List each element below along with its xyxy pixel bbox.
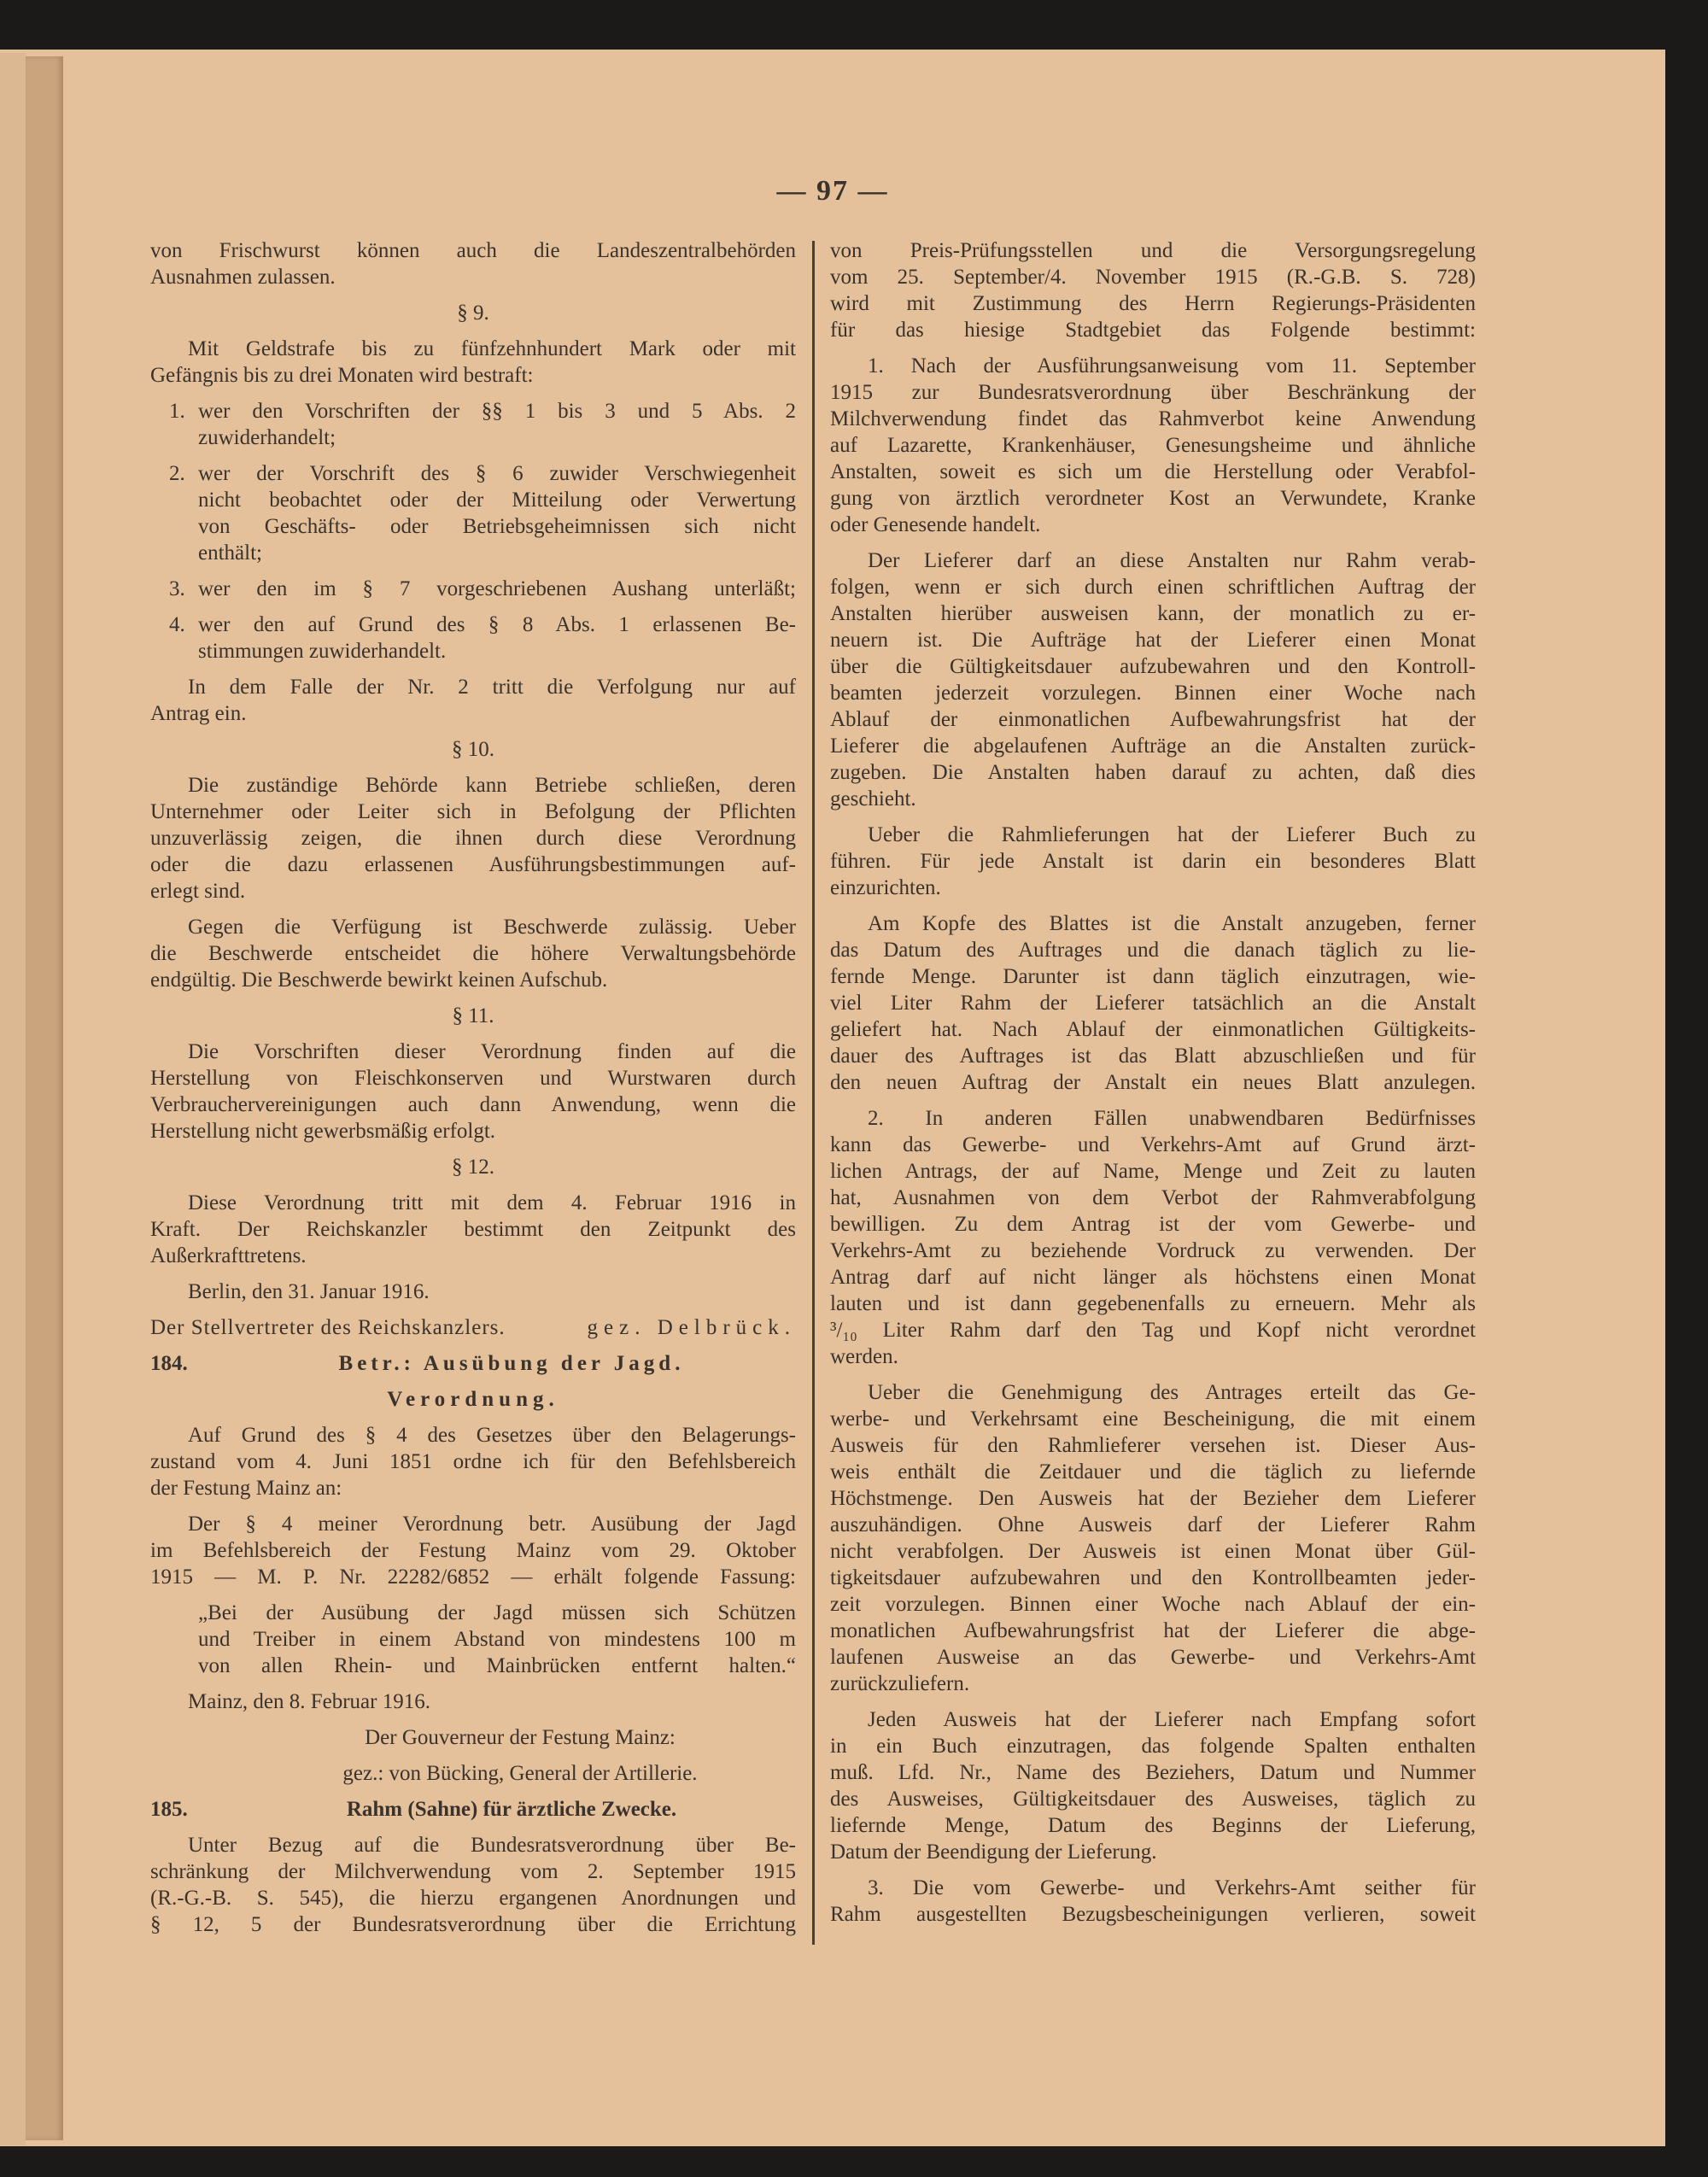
- paragraph: [830, 1105, 1476, 1370]
- text-line: wer den auf Grund des § 8 Abs. 1 erlassenen Be-: [198, 613, 796, 636]
- text-line: liefernde Menge, Datum des Beginns der Lieferung,: [830, 1814, 1476, 1837]
- paragraph: [830, 910, 1476, 1096]
- text-line: wer der Vorschrift des § 6 zuwider Verschwiegenheit: [198, 462, 796, 485]
- text-line: Mit Geldstrafe bis zu fünfzehnhundert Mark oder mit: [188, 337, 796, 360]
- text-line: Verkehrs-Amt zu beziehende Vordruck zu verwenden. Der: [830, 1239, 1476, 1262]
- text-line: Der Gouverneur der Festung Mainz:: [365, 1726, 676, 1749]
- text-line: enthält;: [198, 541, 262, 565]
- list-number: 4.: [169, 613, 185, 636]
- list-number: 2.: [169, 462, 185, 485]
- text-line: Antrag darf auf nicht länger als höchstens einen Monat: [830, 1266, 1476, 1289]
- text-line: von allen Rhein- und Mainbrücken entfernt halten.“: [198, 1654, 796, 1677]
- list-item: [150, 612, 796, 664]
- text-line: stimmungen zuwiderhandelt.: [198, 640, 447, 663]
- text-line: 2. In anderen Fällen unabwendbaren Bedürfnisses: [868, 1107, 1476, 1130]
- text-line: wer den Vorschriften der §§ 1 bis 3 und 5 Abs. 2: [198, 400, 796, 423]
- text-line: Anstalten, soweit es sich um die Herstellung oder Verabfol-: [830, 460, 1476, 483]
- paragraph: [830, 547, 1476, 812]
- text-line: zustand vom 4. Juni 1851 ordne ich für den Befehlsbereich: [150, 1450, 796, 1473]
- text-line: werbe- und Verkehrsamt eine Bescheinigung, die mit einem: [830, 1407, 1476, 1431]
- text-line: tigkeitsdauer aufzubewahren und den Kontrollbeamten jeder-: [830, 1566, 1476, 1589]
- paragraph: [150, 1832, 796, 1938]
- paragraph: [830, 822, 1476, 901]
- text-line: Die Vorschriften dieser Verordnung finden auf die: [188, 1040, 796, 1063]
- text-line: erlegt sind.: [150, 880, 246, 903]
- centered-heading: [150, 300, 796, 326]
- text-line: Datum der Beendigung der Lieferung.: [830, 1841, 1157, 1864]
- section-heading: [150, 1796, 796, 1823]
- text-line: gung von ärztlich verordneter Kost an Verwundete, Kranke: [830, 487, 1476, 510]
- text-line: weis enthält die Zeitdauer und die täglich zu liefernde: [830, 1460, 1476, 1484]
- text-line: fernde Menge. Darunter ist dann täglich einzutragen, wie-: [830, 965, 1476, 988]
- text-line: „Bei der Ausübung der Jagd müssen sich Schützen: [198, 1601, 796, 1624]
- text-line: die Beschwerde entscheidet die höhere Verwaltungsbehörde: [150, 942, 796, 965]
- text-line: oder die dazu erlassenen Ausführungsbestimmungen auf-: [150, 853, 796, 876]
- text-line: 1915 — M. P. Nr. 22282/6852 — erhält folgende Fassung:: [150, 1565, 796, 1589]
- text-line: zeit vorzulegen. Binnen einer Woche nach Ablauf der ein-: [830, 1593, 1476, 1616]
- text-line: Unter Bezug auf die Bundesratsverordnung über Be-: [188, 1834, 796, 1857]
- text-line: von Preis-Prüfungsstellen und die Versorgungsregelung: [830, 239, 1476, 262]
- text-line: des Ausweises, Gültigkeitsdauer des Ausweises, täglich zu: [830, 1788, 1476, 1811]
- section-heading: [150, 1350, 796, 1377]
- text-line: § 10.: [452, 738, 494, 761]
- text-line: Der § 4 meiner Verordnung betr. Ausübung der Jagd: [188, 1513, 796, 1536]
- centered-heading: [150, 736, 796, 763]
- text-line: Berlin, den 31. Januar 1916.: [188, 1280, 430, 1303]
- text-line: gez.: von Bücking, General der Artillerie.: [342, 1762, 698, 1785]
- text-line: Verordnung.: [387, 1388, 559, 1411]
- paragraph: [150, 336, 796, 389]
- text-line: wer den im § 7 vorgeschriebenen Aushang unterläßt;: [198, 577, 796, 600]
- text-line: zugeben. Die Anstalten haben darauf zu achten, daß dies: [830, 761, 1476, 784]
- text-line: § 12.: [452, 1156, 494, 1179]
- text-line: folgen, wenn er sich durch einen schriftlichen Auftrag der: [830, 576, 1476, 599]
- text-line: Höchstmenge. Den Ausweis hat der Bezieher dem Lieferer: [830, 1487, 1476, 1510]
- text-line: 1915 zur Bundesratsverordnung über Beschränkung der: [830, 381, 1476, 404]
- paragraph: [150, 674, 796, 727]
- text-line: Der Lieferer darf an diese Anstalten nur Rahm verab-: [868, 549, 1476, 572]
- text-line: Außerkrafttretens.: [150, 1244, 307, 1267]
- text-line: viel Liter Rahm der Lieferer tatsächlich an die Anstalt: [830, 992, 1476, 1015]
- text-line: einzurichten.: [830, 876, 941, 899]
- text-line: von Frischwurst können auch die Landeszentralbehörden: [150, 239, 796, 262]
- text-line: schränkung der Milchverwendung vom 2. September 1915: [150, 1860, 796, 1883]
- text-line: auszuhändigen. Ohne Ausweis darf der Lieferer Rahm: [830, 1513, 1476, 1536]
- text-line: der Festung Mainz an:: [150, 1477, 342, 1500]
- text-line: das Datum des Auftrages und die danach täglich zu lie-: [830, 939, 1476, 962]
- paragraph: [150, 1688, 796, 1715]
- text-line: Lieferer die abgelaufenen Aufträge an die Anstalten zurück-: [830, 734, 1476, 758]
- left-column: [150, 237, 796, 1947]
- text-line: Am Kopfe des Blattes ist die Anstalt anzugeben, ferner: [868, 912, 1476, 935]
- text-line: Gefängnis bis zu drei Monaten wird bestraft:: [150, 364, 534, 387]
- text-line: monatlichen Aufbewahrungsfrist hat der Lieferer die abge-: [830, 1619, 1476, 1642]
- text-line: Anstalten hierüber ausweisen kann, der monatlich zu er-: [830, 602, 1476, 625]
- text-line: Kraft. Der Reichskanzler bestimmt den Zeitpunkt des: [150, 1218, 796, 1241]
- list-number: 1.: [169, 400, 185, 423]
- section-title: Rahm (Sahne) für ärztliche Zwecke.: [346, 1798, 677, 1821]
- text-line: dauer des Auftrages ist das Blatt abzuschließen und für: [830, 1045, 1476, 1068]
- text-line: kann das Gewerbe- und Verkehrs-Amt auf Grund ärzt-: [830, 1133, 1476, 1156]
- centered-heading: [150, 1154, 796, 1180]
- list-item: [150, 576, 796, 602]
- list-number: 3.: [169, 577, 185, 600]
- paragraph: [150, 1190, 796, 1269]
- text-line: werden.: [830, 1345, 898, 1368]
- paragraph-continuation: [150, 237, 796, 290]
- section-number: 184.: [150, 1352, 188, 1375]
- centered-heading: [150, 1760, 796, 1787]
- text-line: Mainz, den 8. Februar 1916.: [188, 1690, 430, 1713]
- text-line: Die zuständige Behörde kann Betriebe schließen, deren: [188, 774, 796, 797]
- text-line: führen. Für jede Anstalt ist darin ein besonderes Blatt: [830, 850, 1476, 873]
- paragraph: [830, 1706, 1476, 1865]
- text-line: In dem Falle der Nr. 2 tritt die Verfolgung nur auf: [188, 676, 796, 699]
- column-divider: [812, 241, 815, 1945]
- section-title: Betr.: Ausübung der Jagd.: [338, 1352, 685, 1375]
- paragraph: [150, 1511, 796, 1590]
- text-line: Auf Grund des § 4 des Gesetzes über den Belagerungs-: [188, 1424, 796, 1447]
- text-line: Ueber die Rahmlieferungen hat der Lieferer Buch zu: [868, 823, 1476, 846]
- text-line: zurückzuliefern.: [830, 1672, 970, 1695]
- text-line: für das hiesige Stadtgebiet das Folgende bestimmt:: [830, 319, 1476, 342]
- text-line: § 11.: [452, 1004, 494, 1027]
- paragraph-continuation: [830, 237, 1476, 343]
- centered-heading: [150, 1386, 796, 1413]
- text-line: Herstellung nicht gewerbsmäßig erfolgt.: [150, 1120, 496, 1143]
- text-line: Ausweis für den Rahmlieferer versehen ist. Dieser Aus-: [830, 1434, 1476, 1457]
- text-line: lauten und ist dann gegebenenfalls zu erneuern. Mehr als: [830, 1292, 1476, 1315]
- text-line: Gegen die Verfügung ist Beschwerde zulässig. Ueber: [188, 916, 796, 939]
- text-line: lichen Antrags, der auf Name, Menge und Zeit zu lauten: [830, 1160, 1476, 1183]
- text-line: geliefert hat. Nach Ablauf der einmonatlichen Gültigkeits-: [830, 1018, 1476, 1041]
- quotation: [150, 1600, 796, 1679]
- text-line: über die Gültigkeitsdauer aufzubewahren und den Kontroll-: [830, 655, 1476, 678]
- signature-line: [150, 1314, 796, 1341]
- text-line: Unternehmer oder Leiter sich in Befolgung der Pflichten: [150, 800, 796, 823]
- text-line: wird mit Zustimmung des Herrn Regierungs-Präsidenten: [830, 292, 1476, 315]
- text-line: Verbrauchervereinigungen auch dann Anwendung, wenn die: [150, 1093, 796, 1116]
- text-line: Ausnahmen zulassen.: [150, 266, 336, 289]
- paragraph: [150, 1279, 796, 1305]
- text-line: zuwiderhandelt;: [198, 426, 336, 449]
- text-line: in ein Buch einzutragen, das folgende Spalten enthalten: [830, 1735, 1476, 1758]
- right-column: [830, 237, 1476, 1937]
- text-line: Ueber die Genehmigung des Antrages erteilt das Ge-: [868, 1381, 1476, 1404]
- text-line: auf Lazarette, Krankenhäuser, Genesungsheime und ähnliche: [830, 434, 1476, 457]
- list-item: [150, 460, 796, 566]
- text-line: endgültig. Die Beschwerde bewirkt keinen Aufschub.: [150, 969, 608, 992]
- text-line: Antrag ein.: [150, 702, 247, 725]
- text-line: Rahm ausgestellten Bezugsbescheinigungen verlieren, soweit: [830, 1903, 1476, 1926]
- text-line: ³/₁₀ Liter Rahm darf den Tag und Kopf nicht verordnet: [830, 1319, 1476, 1342]
- paragraph: [150, 1039, 796, 1144]
- text-line: nicht beobachtet oder der Mitteilung oder Verwertung: [198, 489, 796, 512]
- text-line: hat, Ausnahmen von dem Verbot der Rahmverabfolgung: [830, 1186, 1476, 1209]
- text-line: 3. Die vom Gewerbe- und Verkehrs-Amt seither für: [868, 1876, 1476, 1899]
- paragraph: [150, 914, 796, 993]
- centered-heading: [150, 1003, 796, 1029]
- text-line: im Befehlsbereich der Festung Mainz vom 29. Oktober: [150, 1539, 796, 1562]
- paragraph: [150, 1422, 796, 1501]
- text-line: unzuverlässig zeigen, die ihnen durch diese Verordnung: [150, 827, 796, 850]
- binding-edge: [0, 53, 26, 2145]
- binding-strip: [26, 56, 63, 2140]
- text-line: muß. Lfd. Nr., Name des Beziehers, Datum und Nummer: [830, 1761, 1476, 1784]
- text-line: Ablauf der einmonatlichen Aufbewahrungsfrist hat der: [830, 708, 1476, 731]
- text-line: geschieht.: [830, 787, 916, 811]
- text-line: und Treiber in einem Abstand von mindestens 100 m: [198, 1628, 796, 1651]
- section-number: 185.: [150, 1798, 188, 1821]
- signatory-title: Der Stellvertreter des Reichskanzlers.: [150, 1316, 506, 1339]
- page-number: — 97 —: [776, 175, 889, 207]
- text-line: nicht verabfolgen. Der Ausweis ist einen Monat über Gül-: [830, 1540, 1476, 1563]
- text-line: Milchverwendung findet das Rahmverbot keine Anwendung: [830, 407, 1476, 430]
- text-line: beamten jederzeit vorzulegen. Binnen einer Woche nach: [830, 682, 1476, 705]
- text-line: vom 25. September/4. November 1915 (R.-G.B. S. 728): [830, 266, 1476, 289]
- list-item: [150, 398, 796, 451]
- paragraph: [830, 1875, 1476, 1928]
- text-line: bewilligen. Zu dem Antrag ist der vom Gewerbe- und: [830, 1213, 1476, 1236]
- paragraph: [830, 353, 1476, 538]
- text-line: (R.-G.-B. S. 545), die hierzu ergangenen Anordnungen und: [150, 1887, 796, 1910]
- signatory-name: gez. Delbrück.: [587, 1316, 796, 1339]
- text-line: 1. Nach der Ausführungsanweisung vom 11. September: [868, 354, 1476, 377]
- text-line: Jeden Ausweis hat der Lieferer nach Empfang sofort: [868, 1708, 1476, 1731]
- text-line: den neuen Auftrag der Anstalt ein neues Blatt anzulegen.: [830, 1071, 1476, 1094]
- text-line: laufenen Ausweise an das Gewerbe- und Verkehrs-Amt: [830, 1646, 1476, 1669]
- centered-heading: [150, 1724, 796, 1751]
- paragraph: [830, 1379, 1476, 1697]
- text-line: von Geschäfts- oder Betriebsgeheimnissen sich nicht: [198, 515, 796, 538]
- text-line: Diese Verordnung tritt mit dem 4. Februar 1916 in: [188, 1191, 796, 1214]
- text-line: neuern ist. Die Aufträge hat der Lieferer einen Monat: [830, 629, 1476, 652]
- text-line: oder Genesende handelt.: [830, 513, 1041, 536]
- text-line: § 9.: [457, 301, 489, 325]
- text-line: § 12, 5 der Bundesratsverordnung über die Errichtung: [150, 1913, 796, 1936]
- text-line: Herstellung von Fleischkonserven und Wurstwaren durch: [150, 1067, 796, 1090]
- paragraph: [150, 772, 796, 904]
